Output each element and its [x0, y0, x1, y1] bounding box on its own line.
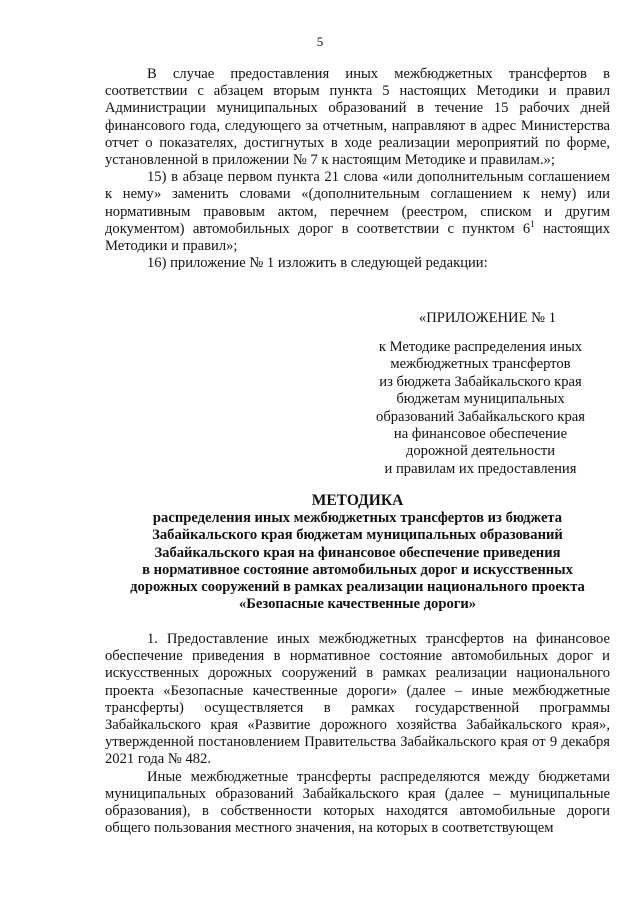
- methodology-title: [105, 492, 610, 614]
- annex-subtitle: [358, 339, 603, 478]
- annex-subtitle-line: дорожной деятельности: [405, 443, 556, 460]
- paragraph-item-15: [105, 169, 610, 255]
- methodology-subheading-line: «Безопасные качественные дороги»: [238, 596, 477, 613]
- methodology-subheading-line: в нормативное состояние автомобильных дорог и искусственных: [142, 561, 573, 578]
- methodology-body: [105, 631, 610, 837]
- annex-subtitle-line: на финансовое обеспечение: [393, 426, 568, 443]
- annex-subtitle-line: образований Забайкальского края: [376, 408, 585, 425]
- paragraph-distribution: Иные межбюджетные трансферты распределяются между бюджетами муниципальных образований Забайкальского края (далее – муниципальные образования), в собственности которых находятся автомобильные дороги общего пользования местного значения, на которых в соответствующем: [105, 768, 610, 837]
- amendment-paragraphs: [105, 66, 610, 272]
- annex-subtitle-line: к Методике распределения иных: [378, 339, 583, 355]
- methodology-subheading-line: Забайкальского края на финансовое обеспечение приведения: [154, 544, 561, 561]
- methodology-subheading-line: дорожных сооружений в рамках реализации национального проекта: [130, 579, 585, 596]
- methodology-subheading-line: Забайкальского края бюджетам муниципальных образований: [152, 527, 563, 544]
- annex-label: «ПРИЛОЖЕНИЕ № 1: [418, 310, 556, 326]
- methodology-subheading: [105, 510, 610, 614]
- paragraph-item-16: 16) приложение № 1 изложить в следующей редакции:: [147, 255, 488, 272]
- paragraph-item-15-superscript: 1: [530, 218, 535, 229]
- annex-subtitle-line: из бюджета Забайкальского края: [379, 373, 582, 390]
- methodology-subheading-line: распределения иных межбюджетных трансфертов из бюджета: [152, 510, 563, 526]
- annex-subtitle-line: и правилам их предоставления: [384, 460, 577, 477]
- annex-subtitle-line: межбюджетных трансфертов: [390, 356, 571, 373]
- page-number: 5: [316, 34, 324, 49]
- paragraph-report-deadline: В случае предоставления иных межбюджетных трансфертов в соответствии с абзацем вторым пункта 5 настоящих Методики и правил Администрации муниципальных образований в течение 15 рабочих дней финансового года, следующего за отчетным, направляют в адрес Министерства отчет о показателях, достигнутых в ходе реализации мероприятий по форме, установленной в приложении № 7 к настоящим Методике и правилам.»;: [105, 66, 610, 169]
- annex-subtitle-line: бюджетам муниципальных: [396, 391, 565, 408]
- paragraph-item-15-text: 15) в абзаце первом пункта 21 слова «или дополнительным соглашением к нему» заменить словами «(дополнительным соглашением к нему) или нормативным правовым актом, перечнем (реестром, списком и другим документом) автомобильных дорог в соответствии с пунктом 6: [105, 169, 610, 237]
- methodology-heading: МЕТОДИКА: [311, 492, 404, 509]
- paragraph-clause-1: 1. Предоставление иных межбюджетных трансфертов на финансовое обеспечение приведения в нормативное состояние автомобильных дорог и искусственных дорожных сооружений в рамках реализации национального проекта «Безопасные качественные дороги» (далее – иные межбюджетные трансферты) осуществляется в рамках государственной программы Забайкальского края «Развитие дорожного хозяйства Забайкальского края», утвержденной постановлением Правительства Забайкальского края от 9 декабря 2021 года № 482.: [105, 631, 610, 768]
- paragraph-item-15-tail: настоящих Методики и правил»;: [105, 220, 611, 255]
